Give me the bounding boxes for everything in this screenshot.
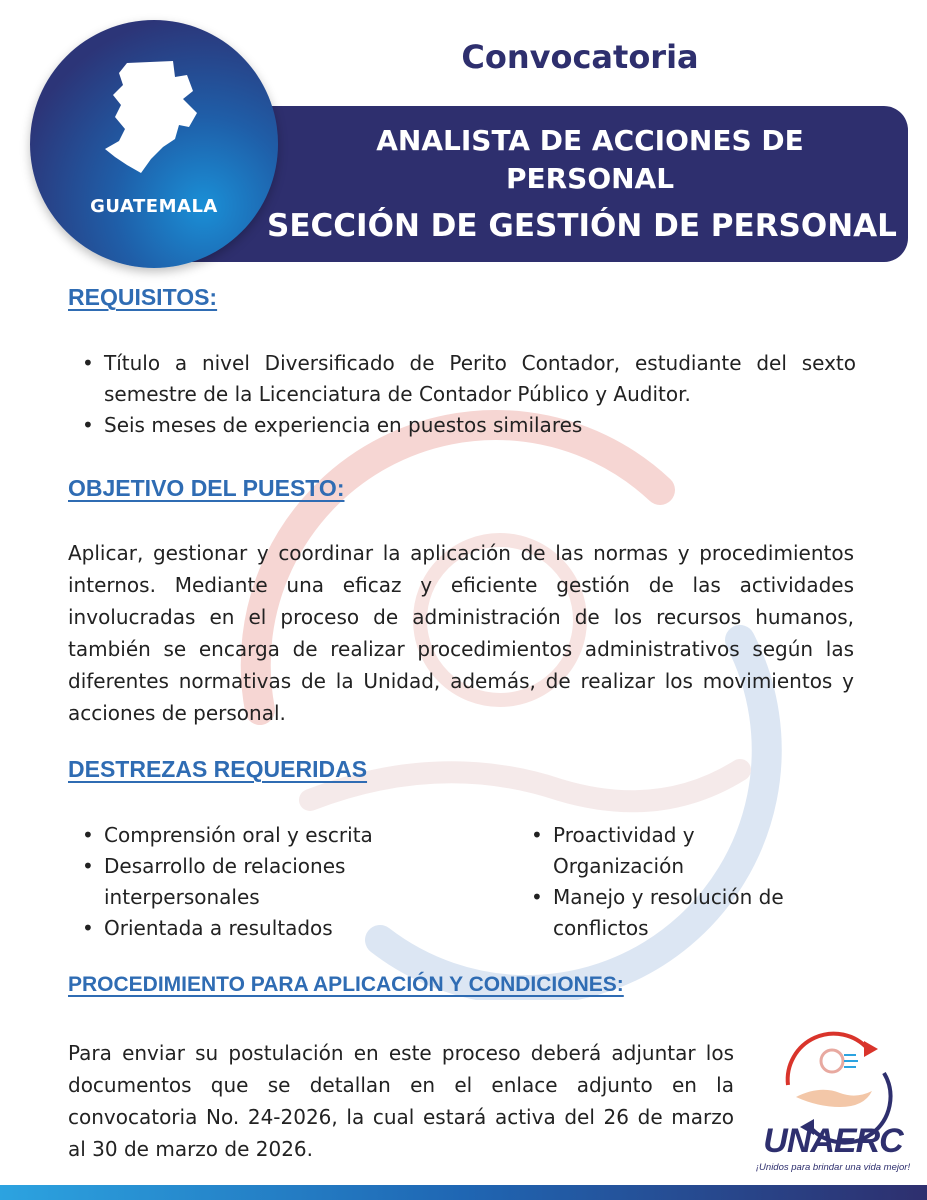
objetivo-paragraph: Aplicar, gestionar y coordinar la aplicación de las normas y procedimientos internos. Mediante una eficaz y eficiente gestión de las actividades involucradas en el proceso de administración de los recursos humanos, también se encarga de realizar procedimientos administrativos según las diferentes normativas de la Unidad, además, de realizar los movimientos y acciones de personal.: [68, 541, 854, 725]
list-item: • Manejo y resolución de conflictos: [529, 882, 829, 944]
list-item: • Proactividad y Organización: [529, 820, 829, 882]
requisitos-heading: REQUISITOS:: [68, 284, 218, 310]
destrezas-heading: DESTREZAS REQUERIDAS: [68, 756, 368, 782]
list-item: • Título a nivel Diversificado de Perito Contador, estudiante del sexto semestre de la Licenciatura de Contador Público y Auditor.: [80, 348, 856, 410]
guatemala-map-icon: [75, 55, 225, 185]
logo-name: UNAERC: [763, 1122, 903, 1160]
procedimiento-paragraph: Para enviar su postulación en este proceso deberá adjuntar los documentos que se detallan en el enlace adjunto en la convocatoria No. 24-2026, la cual estará activa del 26 de marzo al 30 de marzo de 2026.: [68, 1041, 734, 1161]
list-item: • Desarrollo de relaciones interpersonales: [80, 851, 410, 913]
list-item: • Orientada a resultados: [80, 913, 410, 944]
job-title: ANALISTA DE ACCIONES DE PERSONAL: [376, 124, 804, 195]
country-label: GUATEMALA: [90, 196, 218, 217]
list-item: • Comprensión oral y escrita: [80, 820, 410, 851]
list-item: • Seis meses de experiencia en puestos similares: [80, 410, 856, 441]
logo-tagline: ¡Unidos para brindar una vida mejor!: [755, 1162, 911, 1173]
destrezas-list-right: [529, 820, 829, 944]
objetivo-heading: OBJETIVO DEL PUESTO:: [68, 475, 345, 501]
destrezas-list-left: [80, 820, 410, 944]
convocatoria-label: Convocatoria: [461, 38, 699, 76]
requisitos-list: [80, 348, 856, 441]
section-title: SECCIÓN DE GESTIÓN DE PERSONAL: [267, 208, 897, 244]
footer-bar: [0, 1185, 927, 1200]
procedimiento-heading: PROCEDIMIENTO PARA APLICACIÓN Y CONDICIONES:: [68, 973, 624, 996]
